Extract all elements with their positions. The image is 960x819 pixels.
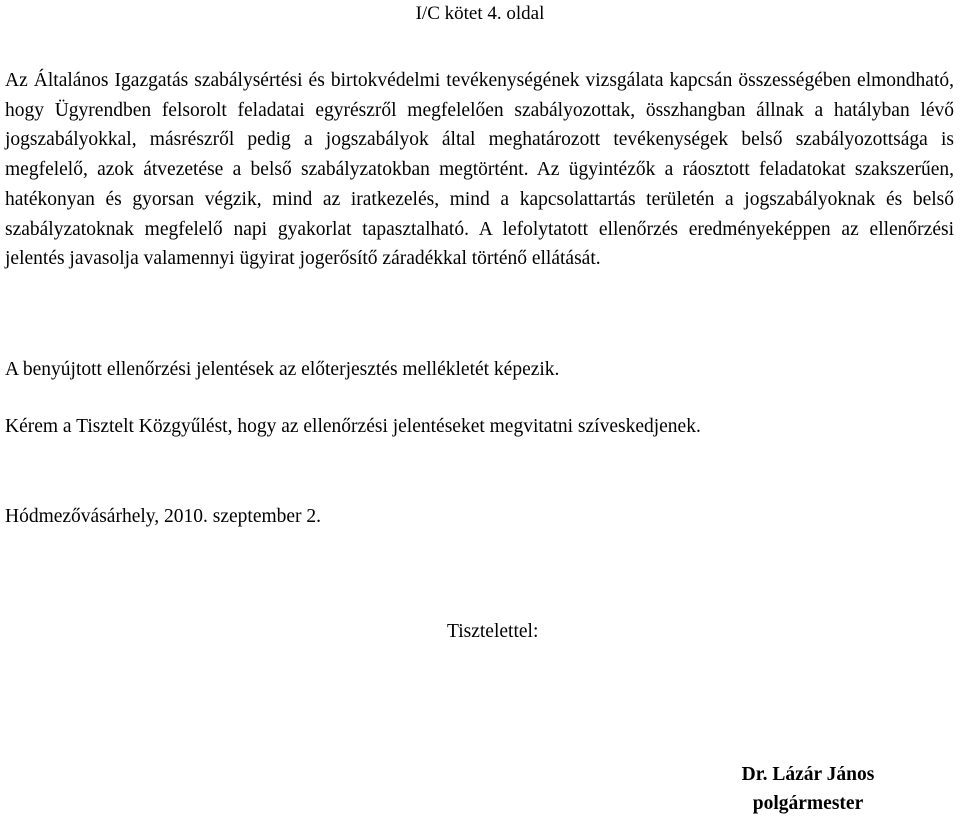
request-statement: Kérem a Tisztelt Közgyűlést, hogy az ellenőrzési jelentéseket megvitatni szíveskedjenek.: [5, 416, 701, 437]
page-number-header: I/C kötet 4. oldal: [415, 3, 545, 24]
closing-greeting: Tisztelettel:: [447, 621, 539, 642]
place-and-date: Hódmezővásárhely, 2010. szeptember 2.: [5, 506, 322, 527]
attachment-statement: A benyújtott ellenőrzési jelentések az előterjesztés mellékletét képezik.: [5, 359, 560, 380]
main-paragraph: Az Általános Igazgatás szabálysértési és birtokvédelmi tevékenységének vizsgálata kapcsán összességében elmondható, hogy Ügyrendben felsorolt feladatai egyrészről megfelelően szabályozottak, összhangban állnak a hatályban lévő jogszabályokkal, másrészről pedig a jogszabályok által meghatározott tevékenységek belső szabályozottsága is megfelelő, azok átvezetése a belső szabályzatokban megtörtént. Az ügyintézők a ráosztott feladatokat szakszerűen, hatékonyan és gyorsan végzik, mind az iratkezelés, mind a kapcsolattartás területén a jogszabályoknak és belső szabályzatoknak megfelelő napi gyakorlat tapasztalható. A lefolytatott ellenőrzés eredményeképpen az ellenőrzési jelentés javasolja valamennyi ügyirat jogerősítő záradékkal történő ellátását.: [5, 70, 954, 270]
signature-block: [728, 760, 888, 818]
document-body: [5, 66, 954, 274]
signer-name: Dr. Lázár János: [741, 764, 875, 785]
signer-title: polgármester: [752, 793, 864, 814]
